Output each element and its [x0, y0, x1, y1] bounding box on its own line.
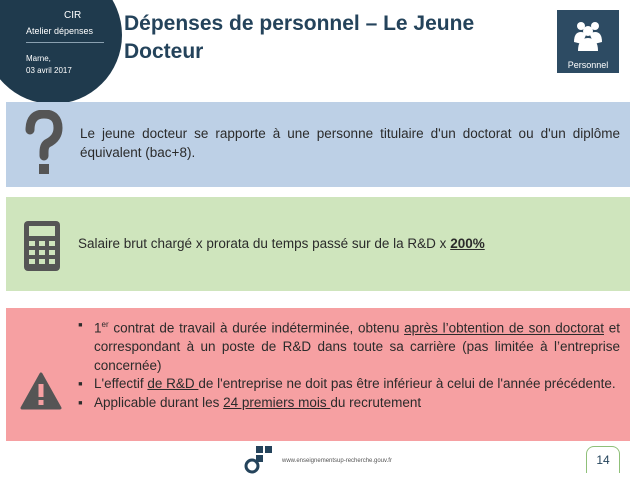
page-title-line-1: Dépenses de personnel – Le Jeune	[124, 12, 475, 35]
formula-panel	[6, 197, 630, 291]
definition-text: Le jeune docteur se rapporte à une personne titulaire d'un doctorat ou d'un diplôme équivalent (bac+8).	[80, 126, 620, 160]
ministry-logo-icon	[244, 446, 274, 474]
conditions-list	[78, 316, 620, 412]
badge-cir-label: CIR	[64, 10, 82, 21]
condition-text: L'effectif	[94, 376, 148, 391]
condition-text: contrat de travail à durée indéterminée, obtenu	[108, 320, 405, 336]
condition-text: 1	[94, 320, 102, 336]
badge-atelier-label: Atelier dépenses	[26, 26, 94, 36]
question-mark-icon	[24, 110, 64, 180]
list-item	[78, 394, 620, 413]
condition-text: du recrutement	[330, 394, 422, 410]
calculator-icon	[24, 221, 60, 271]
event-badge	[0, 0, 122, 104]
conditions-panel	[6, 308, 630, 441]
section-tag-label: Personnel	[567, 60, 609, 70]
bullet-marker: ▪	[78, 317, 83, 332]
bullet-marker: ▪	[78, 376, 83, 391]
page-title	[124, 10, 504, 66]
list-item	[78, 375, 620, 394]
condition-underlined-text: après l’obtention de son doctorat	[404, 320, 604, 336]
footer-url: www.enseignementsup-recherche.gouv.fr	[282, 458, 392, 464]
badge-place-label: Marne,	[26, 54, 51, 63]
warning-triangle-icon	[20, 372, 62, 410]
condition-underlined-text: 24 premiers mois	[223, 394, 331, 410]
people-group-icon	[572, 18, 604, 52]
condition-text: de l'entreprise ne doit pas être inférieur à celui de l'année précédente.	[198, 376, 616, 391]
definition-panel	[6, 102, 630, 187]
list-item	[78, 316, 620, 375]
badge-divider	[26, 42, 104, 43]
formula-text-main: Salaire brut chargé x prorata du temps passé sur de la R&D x	[78, 236, 451, 251]
condition-underlined-text: de R&D	[147, 376, 199, 391]
page-number: 14	[586, 446, 620, 473]
page-title-line-2: Docteur	[124, 40, 204, 63]
condition-text: Applicable durant les	[94, 394, 224, 410]
formula-rate: 200%	[450, 236, 485, 251]
condition-text: et correspondant à un poste de R&D dans toute sa carrière (pas limitée à l’entreprise concernée)	[94, 320, 620, 373]
section-tag	[557, 10, 619, 73]
bullet-marker: ▪	[78, 394, 83, 410]
ordinal-suffix: er	[101, 320, 109, 329]
formula-text	[78, 236, 485, 251]
badge-date-label: 03 avril 2017	[26, 66, 72, 75]
